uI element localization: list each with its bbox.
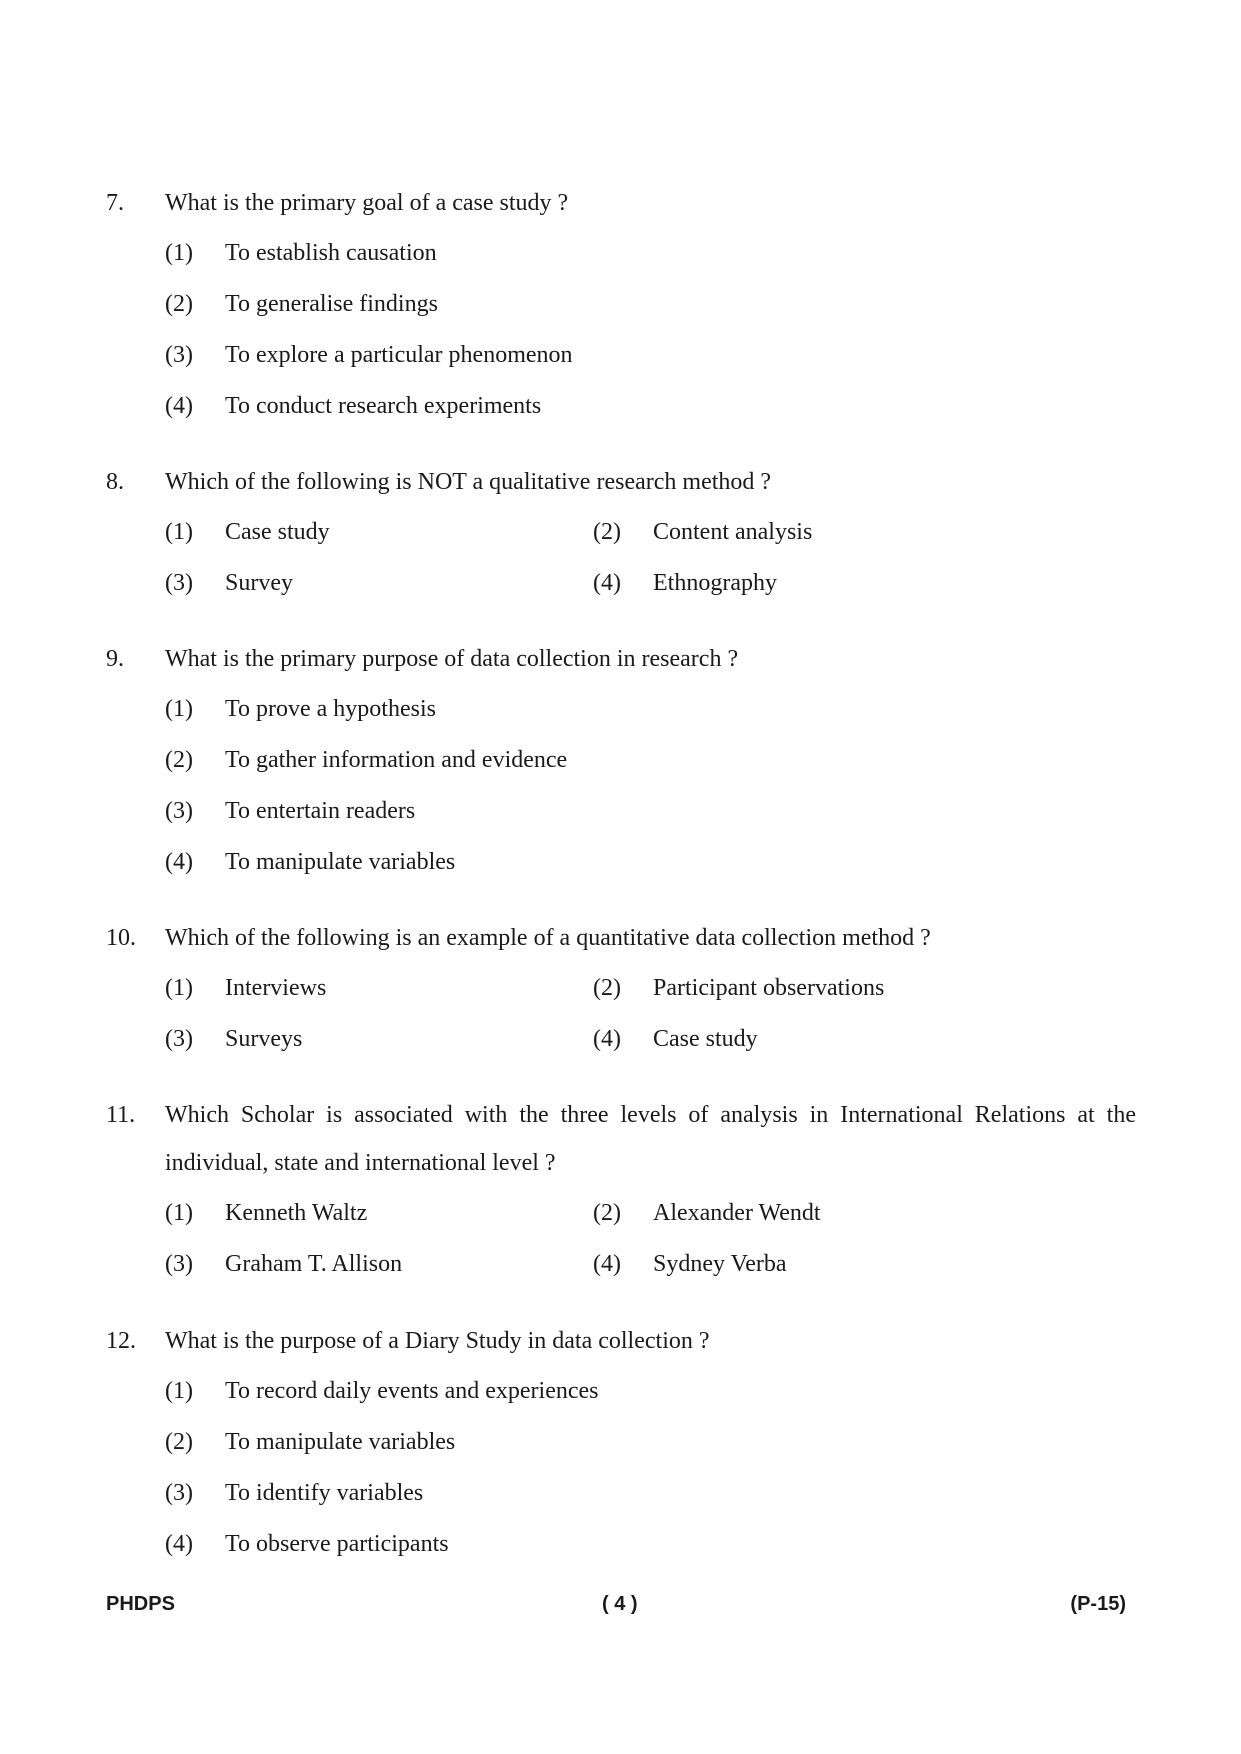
options-grid: [106, 968, 1136, 1070]
option-number: (3): [165, 1480, 193, 1506]
question-text: Which Scholar is associated with the three levels of analysis in International Relations at the individual, state and international level ?: [165, 1102, 1136, 1176]
option-1: [165, 1371, 1136, 1422]
question-number: 12.: [106, 1328, 136, 1354]
question-stem: [106, 914, 1136, 962]
question-11: [106, 1091, 1136, 1295]
option-text: To manipulate variables: [225, 849, 456, 875]
option-number: (3): [165, 1251, 193, 1277]
question-text: Which of the following is NOT a qualitative research method ?: [165, 469, 772, 495]
question-stem: [106, 1091, 1136, 1187]
option-number: (4): [593, 570, 621, 596]
question-text: What is the purpose of a Diary Study in data collection ?: [165, 1328, 710, 1354]
option-4: [593, 1019, 1013, 1070]
option-text: Survey: [225, 570, 293, 596]
question-stem: [106, 635, 1136, 683]
option-3: [165, 1473, 1136, 1524]
question-7: [106, 179, 1136, 437]
option-number: (1): [165, 1200, 193, 1226]
option-3: [165, 1019, 585, 1070]
option-number: (1): [165, 519, 193, 545]
question-9: [106, 635, 1136, 893]
option-text: Ethnography: [653, 570, 777, 596]
option-text: To explore a particular phenomenon: [225, 342, 573, 368]
option-number: (1): [165, 696, 193, 722]
option-text: Content analysis: [653, 519, 813, 545]
option-text: To record daily events and experiences: [225, 1378, 599, 1404]
page-footer: [106, 1593, 1126, 1621]
option-text: Surveys: [225, 1026, 303, 1052]
option-text: Interviews: [225, 975, 327, 1001]
option-number: (2): [165, 291, 193, 317]
option-number: (2): [165, 1429, 193, 1455]
option-number: (1): [165, 975, 193, 1001]
option-number: (1): [165, 1378, 193, 1404]
option-number: (3): [165, 342, 193, 368]
option-number: (4): [165, 393, 193, 419]
option-text: To observe participants: [225, 1531, 449, 1557]
option-number: (2): [593, 1200, 621, 1226]
option-number: (4): [593, 1251, 621, 1277]
option-text: Case study: [225, 519, 330, 545]
question-12: [106, 1317, 1136, 1575]
option-text: Kenneth Waltz: [225, 1200, 368, 1226]
question-text: What is the primary goal of a case study ?: [165, 190, 569, 216]
option-1: [165, 233, 1136, 284]
option-number: (2): [593, 975, 621, 1001]
option-number: (2): [165, 747, 193, 773]
options-row: [165, 512, 1136, 563]
page-number: ( 4 ): [602, 1593, 638, 1615]
options-list: [106, 1371, 1136, 1575]
option-4: [165, 386, 1136, 437]
option-2: [593, 1193, 1013, 1244]
option-text: Sydney Verba: [653, 1251, 787, 1277]
options-list: [106, 689, 1136, 893]
option-1: [165, 968, 585, 1019]
option-2: [165, 1422, 1136, 1473]
question-stem: [106, 458, 1136, 506]
options-list: [106, 233, 1136, 437]
question-8: [106, 458, 1136, 614]
series-code: (P-15): [1070, 1593, 1126, 1615]
question-number: 10.: [106, 925, 136, 951]
option-text: To conduct research experiments: [225, 393, 542, 419]
option-text: To prove a hypothesis: [225, 696, 436, 722]
option-number: (3): [165, 798, 193, 824]
option-number: (4): [165, 1531, 193, 1557]
question-number: 8.: [106, 469, 124, 495]
option-4: [593, 1244, 1013, 1295]
option-1: [165, 512, 585, 563]
option-text: Case study: [653, 1026, 758, 1052]
options-row: [165, 1193, 1136, 1244]
options-row: [165, 1244, 1136, 1295]
option-2: [165, 740, 1136, 791]
paper-code: PHDPS: [106, 1593, 175, 1615]
option-2: [165, 284, 1136, 335]
option-text: Alexander Wendt: [653, 1200, 821, 1226]
option-3: [165, 335, 1136, 386]
option-number: (3): [165, 570, 193, 596]
question-number: 11.: [106, 1102, 136, 1128]
option-3: [165, 1244, 585, 1295]
option-3: [165, 791, 1136, 842]
option-number: (3): [165, 1026, 193, 1052]
option-number: (4): [593, 1026, 621, 1052]
options-grid: [106, 1193, 1136, 1295]
option-1: [165, 1193, 585, 1244]
option-text: Participant observations: [653, 975, 885, 1001]
option-text: Graham T. Allison: [225, 1251, 403, 1277]
option-1: [165, 689, 1136, 740]
option-number: (1): [165, 240, 193, 266]
question-text: Which of the following is an example of a quantitative data collection method ?: [165, 925, 931, 951]
option-text: To generalise findings: [225, 291, 438, 317]
option-4: [593, 563, 1013, 614]
question-number: 7.: [106, 190, 124, 216]
option-text: To manipulate variables: [225, 1429, 456, 1455]
question-stem: [106, 1317, 1136, 1365]
option-4: [165, 842, 1136, 893]
option-3: [165, 563, 585, 614]
option-text: To gather information and evidence: [225, 747, 568, 773]
option-text: To identify variables: [225, 1480, 424, 1506]
option-2: [593, 512, 1013, 563]
options-row: [165, 563, 1136, 614]
option-number: (4): [165, 849, 193, 875]
option-text: To establish causation: [225, 240, 437, 266]
option-2: [593, 968, 1013, 1019]
question-number: 9.: [106, 646, 124, 672]
options-grid: [106, 512, 1136, 614]
question-stem: [106, 179, 1136, 227]
question-text: What is the primary purpose of data collection in research ?: [165, 646, 739, 672]
question-10: [106, 914, 1136, 1070]
options-row: [165, 968, 1136, 1019]
options-row: [165, 1019, 1136, 1070]
option-number: (2): [593, 519, 621, 545]
option-4: [165, 1524, 1136, 1575]
option-text: To entertain readers: [225, 798, 416, 824]
